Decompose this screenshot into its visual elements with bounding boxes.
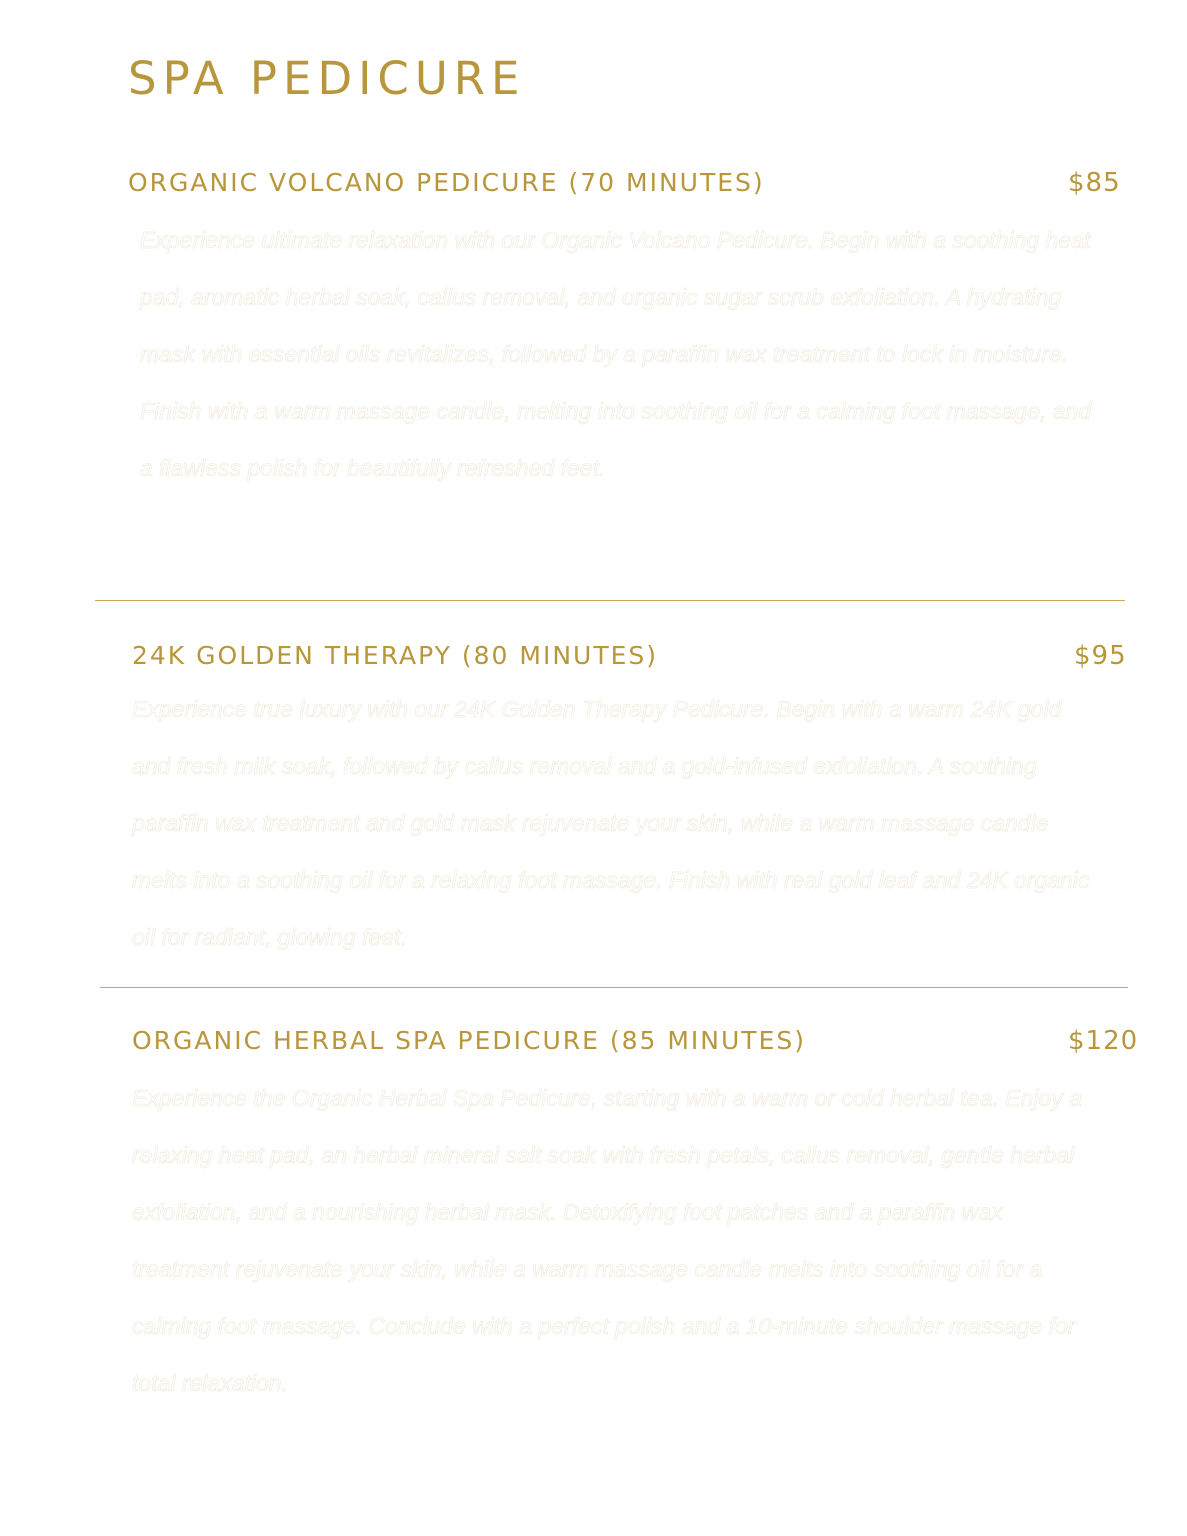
service-item <box>0 641 1187 950</box>
service-description: Experience true luxury with our 24K Golden Therapy Pedicure. Begin with a warm 24K gold and fresh milk soak, followed by callus removal and a gold-infused exfoliation. A soothing paraffin wax treatment and gold mask rejuvenate your skin, while a warm massage candle melts into a soothing oil for a relaxing foot massage. Finish with real gold leaf and 24K organic oil for radiant, glowing feet. <box>132 696 1090 950</box>
service-price: $120 <box>1068 1026 1139 1056</box>
section-divider <box>100 987 1128 988</box>
service-price: $85 <box>1068 168 1121 198</box>
service-description: Experience the Organic Herbal Spa Pedicure, starting with a warm or cold herbal tea. Enjoy a relaxing heat pad, an herbal mineral salt soak with fresh petals, callus removal, gentle herbal exfoliation, and a nourishing herbal mask. Detoxifying foot patches and a paraffin wax treatment rejuvenate your skin, while a warm massage candle melts into soothing oil for a calming foot massage. Conclude with a perfect polish and a 10-minute shoulder massage for total relaxation. <box>132 1085 1082 1396</box>
section-divider <box>95 600 1125 601</box>
service-name: ORGANIC VOLCANO PEDICURE (70 MINUTES) <box>128 168 765 197</box>
page-title: SPA PEDICURE <box>128 52 526 105</box>
service-description: Experience ultimate relaxation with our Organic Volcano Pedicure. Begin with a soothing heat pad, aromatic herbal soak, callus removal, and organic sugar scrub exfoliation. A hydrating mask with essential oils revitalizes, followed by a paraffin wax treatment to lock in moisture. Finish with a warm massage candle, melting into soothing oil for a calming foot massage, and a flawless polish for beautifully refreshed feet. <box>140 227 1092 481</box>
service-name: ORGANIC HERBAL SPA PEDICURE (85 MINUTES) <box>132 1026 806 1055</box>
service-item <box>0 168 1187 481</box>
service-item <box>0 1026 1187 1396</box>
service-name: 24K GOLDEN THERAPY (80 MINUTES) <box>132 641 659 670</box>
service-price: $95 <box>1074 641 1127 671</box>
